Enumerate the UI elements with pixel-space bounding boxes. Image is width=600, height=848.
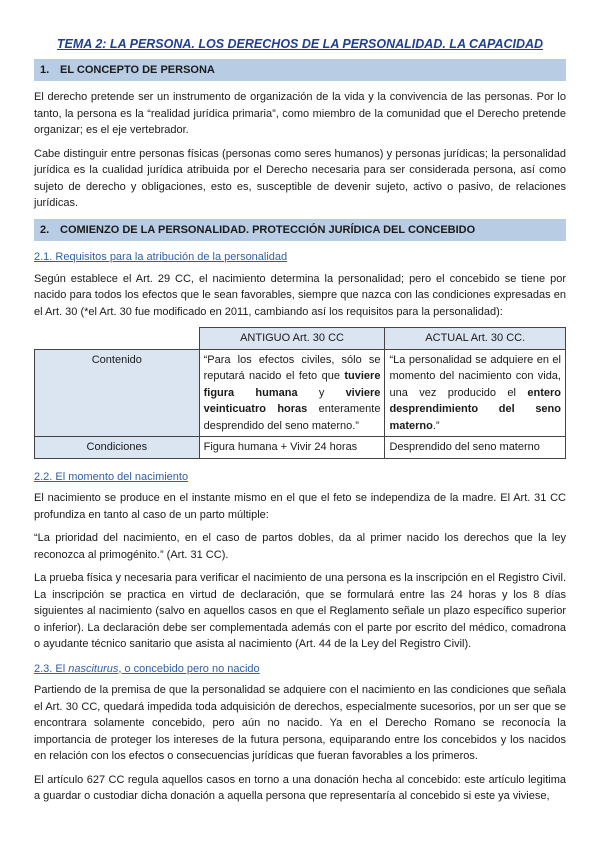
new-text-bold: entero desprendimiento del seno materno xyxy=(389,386,561,432)
table-header-new: ACTUAL Art. 30 CC. xyxy=(385,328,566,350)
table-cell-new-content xyxy=(385,349,566,437)
subsection-2-3-heading-a: 2.3. El xyxy=(34,662,69,675)
comparison-table xyxy=(34,327,566,459)
section-1-paragraph-1: El derecho pretende ser un instrumento de organización de la vida y la convivencia de las personas. Por lo tanto, la persona es la “realidad jurídica primaria”, como miembro de la comunidad que el Derecho pretende organizar; es el eje vertebrador. xyxy=(34,91,566,136)
subsection-2-2-paragraph-1: El nacimiento se produce en el instante mismo en el que el feto se independiza de la madre. El Art. 31 CC profundiza en tanto al caso de un parto múltiple: xyxy=(34,492,566,521)
old-text-c: y xyxy=(297,386,346,399)
table-cell-old-content xyxy=(199,349,385,437)
subsection-2-3-paragraph-2: El artículo 627 CC regula aquellos casos en torno a una donación hecha al concebido: este artículo legitima a guardar o custodiar dicha donación a aquella persona que representaría al concebido si este ya viviese, xyxy=(34,773,566,802)
section-2-heading xyxy=(34,219,566,242)
old-text-a: “Para los efectos civiles, sólo se reputará nacido el feto que xyxy=(203,353,381,382)
table-header-row xyxy=(35,328,566,350)
section-1-paragraph-2: Cabe distinguir entre personas físicas (personas como seres humanos) y personas jurídicas; la personalidad jurídica es la cualidad jurídica atribuida por el Derecho necesaria para ser considerada persona, así como sujeto de derecho y obligaciones, esto es, susceptible de devenir sujeto, activo o pasivo, de relaciones jurídicas. xyxy=(34,147,566,209)
subsection-2-3-paragraph-1: Partiendo de la premisa de que la personalidad se adquiere con el nacimiento en las condiciones que señala el Art. 30 CC, quedará impedida toda adquisición de derechos, especialmente sucesorios, por un ser que se encontrara solamente concebido, pero aún no nacido. Ya en el Derecho Romano se reconocía la importancia de proteger los intereses de la futura persona, equiparando entre los concebidos y los nacidos en relación con los efectos o consecuencias jurídicas que fueran favorables a los primeros. xyxy=(34,684,566,762)
table-cell-old-conditions: Figura humana + Vivir 24 horas xyxy=(199,437,385,459)
subsection-2-1-paragraph: Según establece el Art. 29 CC, el nacimiento determina la personalidad; pero el concebido se tiene por nacido para todos los efectos que le sean favorables, siempre que nazca con las condiciones expresadas en el Art. 30 (*el Art. 30 fue modificado en 2011, cambiando así los requisitos para la personalidad): xyxy=(34,272,566,318)
table-cell-new-conditions: Desprendido del seno materno xyxy=(385,437,566,459)
table-row-label-conditions: Condiciones xyxy=(35,437,200,459)
table-row-content xyxy=(35,349,566,437)
table-corner-cell xyxy=(35,328,200,350)
old-text-e: enteramente desprendido del seno materno.” xyxy=(203,403,381,432)
section-1-heading xyxy=(34,59,566,82)
subsection-2-3-heading-c: , o concebido pero no nacido xyxy=(118,662,260,675)
subsection-2-2-heading: 2.2. El momento del nacimiento xyxy=(34,470,189,483)
new-text-c: .” xyxy=(432,419,440,432)
section-2-title: COMIENZO DE LA PERSONALIDAD. PROTECCIÓN JURÍDICA DEL CONCEBIDO xyxy=(60,223,476,236)
subsection-2-2-quote: “La prioridad del nacimiento, en el caso de partos dobles, da al primer nacido los derechos que la ley reconozca al primogénito.” (Art. 31 CC). xyxy=(34,532,566,561)
section-1-number: 1. xyxy=(40,63,50,76)
subsection-2-2-paragraph-2: La prueba física y necesaria para verificar el nacimiento de una persona es la inscripción en el Registro Civil. La inscripción se practica en virtud de declaración, que se formulará entre las 24 horas y los 8 días siguientes al nacimiento (salvo en aquellos casos en que el Reglamento señale un plazo específico superior o inferior). La declaración debe ser complementada además con el parte por escrito del médico, comadrona o ayudante técnico sanitario que asista al nacimiento (Art. 44 de la Ley del Registro Civil). xyxy=(34,572,566,650)
section-2-number: 2. xyxy=(40,223,50,236)
document-title: TEMA 2: LA PERSONA. LOS DERECHOS DE LA PERSONALIDAD. LA CAPACIDAD xyxy=(56,37,544,51)
subsection-2-3-heading-italic: nasciturus xyxy=(68,662,119,675)
table-header-old: ANTIGUO Art. 30 CC xyxy=(199,328,385,350)
subsection-2-1-heading: 2.1. Requisitos para la atribución de la personalidad xyxy=(34,251,288,263)
old-text-bold-1: tuviere figura humana xyxy=(203,370,381,399)
table-row-label-content: Contenido xyxy=(35,349,200,437)
section-1-title: EL CONCEPTO DE PERSONA xyxy=(60,63,215,76)
new-text-a: “La personalidad se adquiere en el momento del nacimiento con vida, una vez producido el xyxy=(389,353,561,399)
subsection-2-3-heading xyxy=(34,661,566,678)
old-text-bold-2: viviere veinticuatro horas xyxy=(203,386,381,415)
table-row-conditions xyxy=(35,437,566,459)
